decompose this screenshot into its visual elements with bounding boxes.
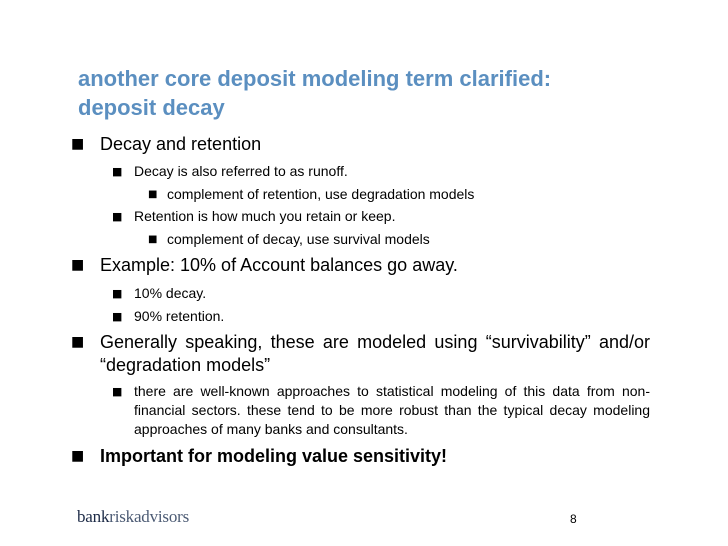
- bullet-text: Generally speaking, these are modeled using “survivability” and/or “degradation models”: [100, 332, 650, 375]
- bullet-decay-retention: [0, 133, 728, 156]
- slide-title: [78, 64, 698, 122]
- bullet-text: Important for modeling value sensitivity!: [100, 446, 448, 466]
- bullet-ten-percent-decay: [0, 284, 728, 303]
- title-line-1: another core deposit modeling term clarified:: [78, 66, 552, 91]
- logo-bank: bank: [77, 507, 110, 526]
- bullet-retention-definition: [0, 207, 728, 226]
- bullet-marker-icon: ■: [148, 189, 158, 200]
- bullet-marker-icon: ■: [112, 287, 123, 300]
- bullet-marker-icon: ■: [112, 310, 123, 323]
- bullet-complement-decay: [0, 230, 728, 249]
- bullet-ninety-percent-retention: [0, 307, 728, 326]
- bullet-list: [0, 130, 728, 468]
- bullet-generally-speaking: [0, 331, 728, 377]
- bullet-text: 90% retention.: [134, 308, 225, 324]
- bullet-marker-icon: ■: [71, 448, 85, 464]
- bullet-complement-retention: [0, 185, 728, 204]
- bullet-text: 10% decay.: [134, 285, 207, 301]
- bullet-marker-icon: ■: [112, 165, 123, 178]
- company-logo: [77, 507, 189, 527]
- bullet-marker-icon: ■: [112, 385, 123, 398]
- bullet-statistical-approaches: [0, 382, 728, 439]
- bullet-text: Decay is also referred to as runoff.: [134, 163, 348, 179]
- bullet-decay-runoff: [0, 162, 728, 181]
- bullet-marker-icon: ■: [148, 234, 158, 245]
- bullet-example: [0, 254, 728, 277]
- bullet-text: complement of retention, use degradation models: [167, 186, 475, 202]
- bullet-text: complement of decay, use survival models: [167, 231, 430, 247]
- logo-rest: riskadvisors: [109, 507, 190, 526]
- bullet-text: Decay and retention: [100, 134, 262, 154]
- bullet-marker-icon: ■: [112, 210, 123, 223]
- bullet-text: there are well-known approaches to statistical modeling of this data from non-financial sectors. these tend to be more robust than the typical decay modeling approaches of many banks and consultants.: [134, 383, 650, 437]
- bullet-marker-icon: ■: [71, 257, 85, 273]
- bullet-marker-icon: ■: [71, 334, 85, 350]
- title-line-2: deposit decay: [78, 95, 225, 120]
- bullet-text: Example: 10% of Account balances go away.: [100, 255, 458, 275]
- bullet-marker-icon: ■: [71, 136, 85, 152]
- page-number: 8: [570, 512, 577, 526]
- bullet-text: Retention is how much you retain or keep.: [134, 208, 396, 224]
- bullet-important: [0, 445, 728, 468]
